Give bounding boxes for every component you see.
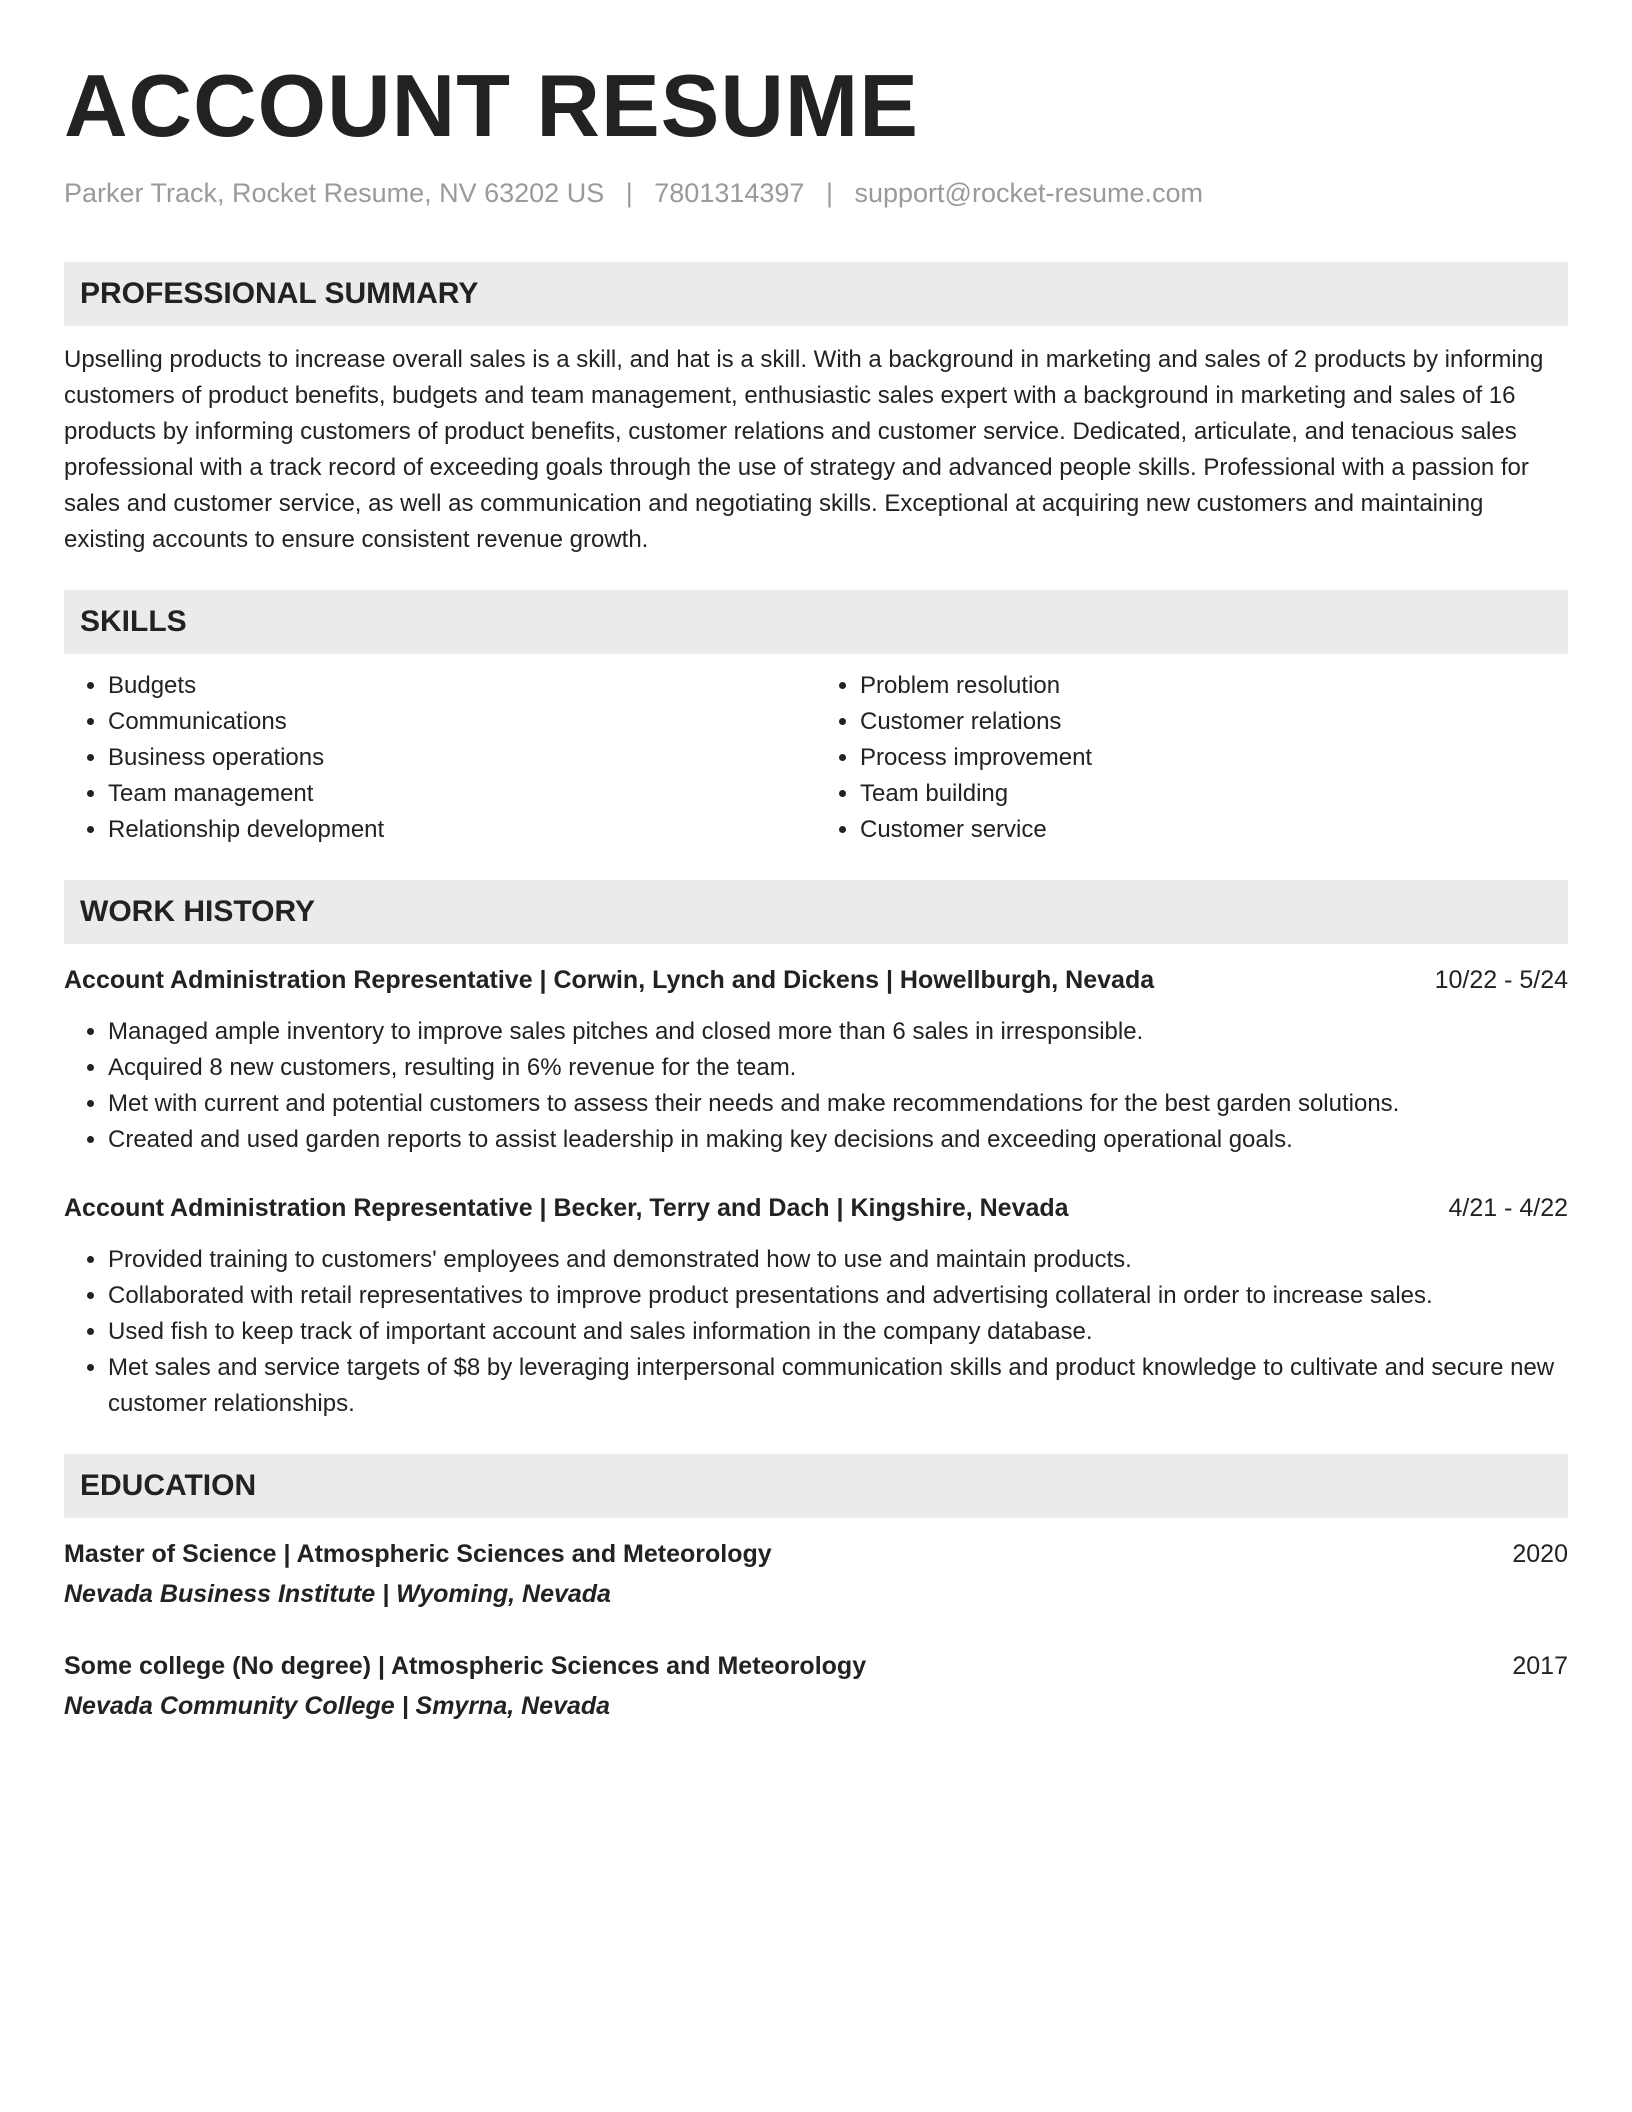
job-bullet: • Collaborated with retail representatives to improve product presentations and advertising collateral in order to increase sales. — [108, 1278, 1568, 1314]
skill-item: • Customer service — [860, 812, 1568, 848]
contact-email: support@rocket-resume.com — [854, 178, 1204, 208]
skills-list — [64, 668, 1568, 848]
skill-item: • Budgets — [108, 668, 816, 704]
job-header — [64, 1190, 1568, 1226]
skill-item: • Communications — [108, 704, 816, 740]
job-dates: 10/22 - 5/24 — [1434, 966, 1568, 994]
skill-item: • Customer relations — [860, 704, 1568, 740]
education-school: Nevada Business Institute | Wyoming, Nevada — [64, 1580, 611, 1608]
skills-column-right — [816, 668, 1568, 848]
job-bullets — [64, 1014, 1568, 1158]
job-bullet: • Provided training to customers' employees and demonstrated how to use and maintain products. — [108, 1242, 1568, 1278]
job-entry — [64, 962, 1568, 1158]
skill-item: • Team building — [860, 776, 1568, 812]
job-bullet: • Met sales and service targets of $8 by leveraging interpersonal communication skills and product knowledge to cultivate and secure new customer relationships. — [108, 1350, 1568, 1422]
contact-address: Parker Track, Rocket Resume, NV 63202 US — [64, 178, 605, 208]
job-bullet: • Acquired 8 new customers, resulting in 6% revenue for the team. — [108, 1050, 1568, 1086]
education-entry — [64, 1648, 1568, 1724]
section-header-skills: SKILLS — [64, 590, 1568, 654]
job-bullets — [64, 1242, 1568, 1422]
job-header — [64, 962, 1568, 998]
skill-item: • Process improvement — [860, 740, 1568, 776]
job-bullet: • Met with current and potential customers to assess their needs and make recommendations for the best garden solutions. — [108, 1086, 1568, 1122]
summary-text: Upselling products to increase overall sales is a skill, and hat is a skill. With a background in marketing and sales of 2 products by informing customers of product benefits, budgets and team management, enthusiastic sales expert with a background in marketing and sales of 16 products by informing customers of product benefits, customer relations and customer service. Dedicated, articulate, and tenacious sales professional with a track record of exceeding goals through the use of strategy and advanced people skills. Professional with a passion for sales and customer service, as well as communication and negotiating skills. Exceptional at acquiring new customers and maintaining existing accounts to ensure consistent revenue growth. — [64, 346, 1544, 553]
section-header-work-history: WORK HISTORY — [64, 880, 1568, 944]
job-title: Account Administration Representative | Corwin, Lynch and Dickens | Howellburgh, Nevada — [64, 966, 1155, 994]
education-degree: Master of Science | Atmospheric Sciences and Meteorology — [64, 1540, 772, 1568]
education-degree: Some college (No degree) | Atmospheric Sciences and Meteorology — [64, 1652, 867, 1680]
education-header — [64, 1648, 1568, 1684]
job-bullet: • Created and used garden reports to assist leadership in making key decisions and exceeding operational goals. — [108, 1122, 1568, 1158]
skill-item: • Problem resolution — [860, 668, 1568, 704]
job-title: Account Administration Representative | Becker, Terry and Dach | Kingshire, Nevada — [64, 1194, 1069, 1222]
education-year: 2020 — [1512, 1540, 1568, 1568]
education-school: Nevada Community College | Smyrna, Nevada — [64, 1692, 611, 1720]
contact-separator: | — [825, 178, 833, 208]
skill-item: • Business operations — [108, 740, 816, 776]
section-header-summary: PROFESSIONAL SUMMARY — [64, 262, 1568, 326]
skills-column-left — [64, 668, 816, 848]
education-header — [64, 1536, 1568, 1572]
job-entry — [64, 1190, 1568, 1422]
education-year: 2017 — [1512, 1652, 1568, 1680]
resume-title: ACCOUNT RESUME — [64, 56, 919, 155]
job-bullet: • Managed ample inventory to improve sales pitches and closed more than 6 sales in irresponsible. — [108, 1014, 1568, 1050]
skill-item: • Team management — [108, 776, 816, 812]
skill-item: • Relationship development — [108, 812, 816, 848]
education-entry — [64, 1536, 1568, 1612]
contact-separator: | — [625, 178, 633, 208]
section-header-education: EDUCATION — [64, 1454, 1568, 1518]
contact-phone: 7801314397 — [654, 178, 805, 208]
job-dates: 4/21 - 4/22 — [1448, 1194, 1568, 1222]
job-bullet: • Used fish to keep track of important account and sales information in the company database. — [108, 1314, 1568, 1350]
contact-line — [64, 176, 1568, 210]
